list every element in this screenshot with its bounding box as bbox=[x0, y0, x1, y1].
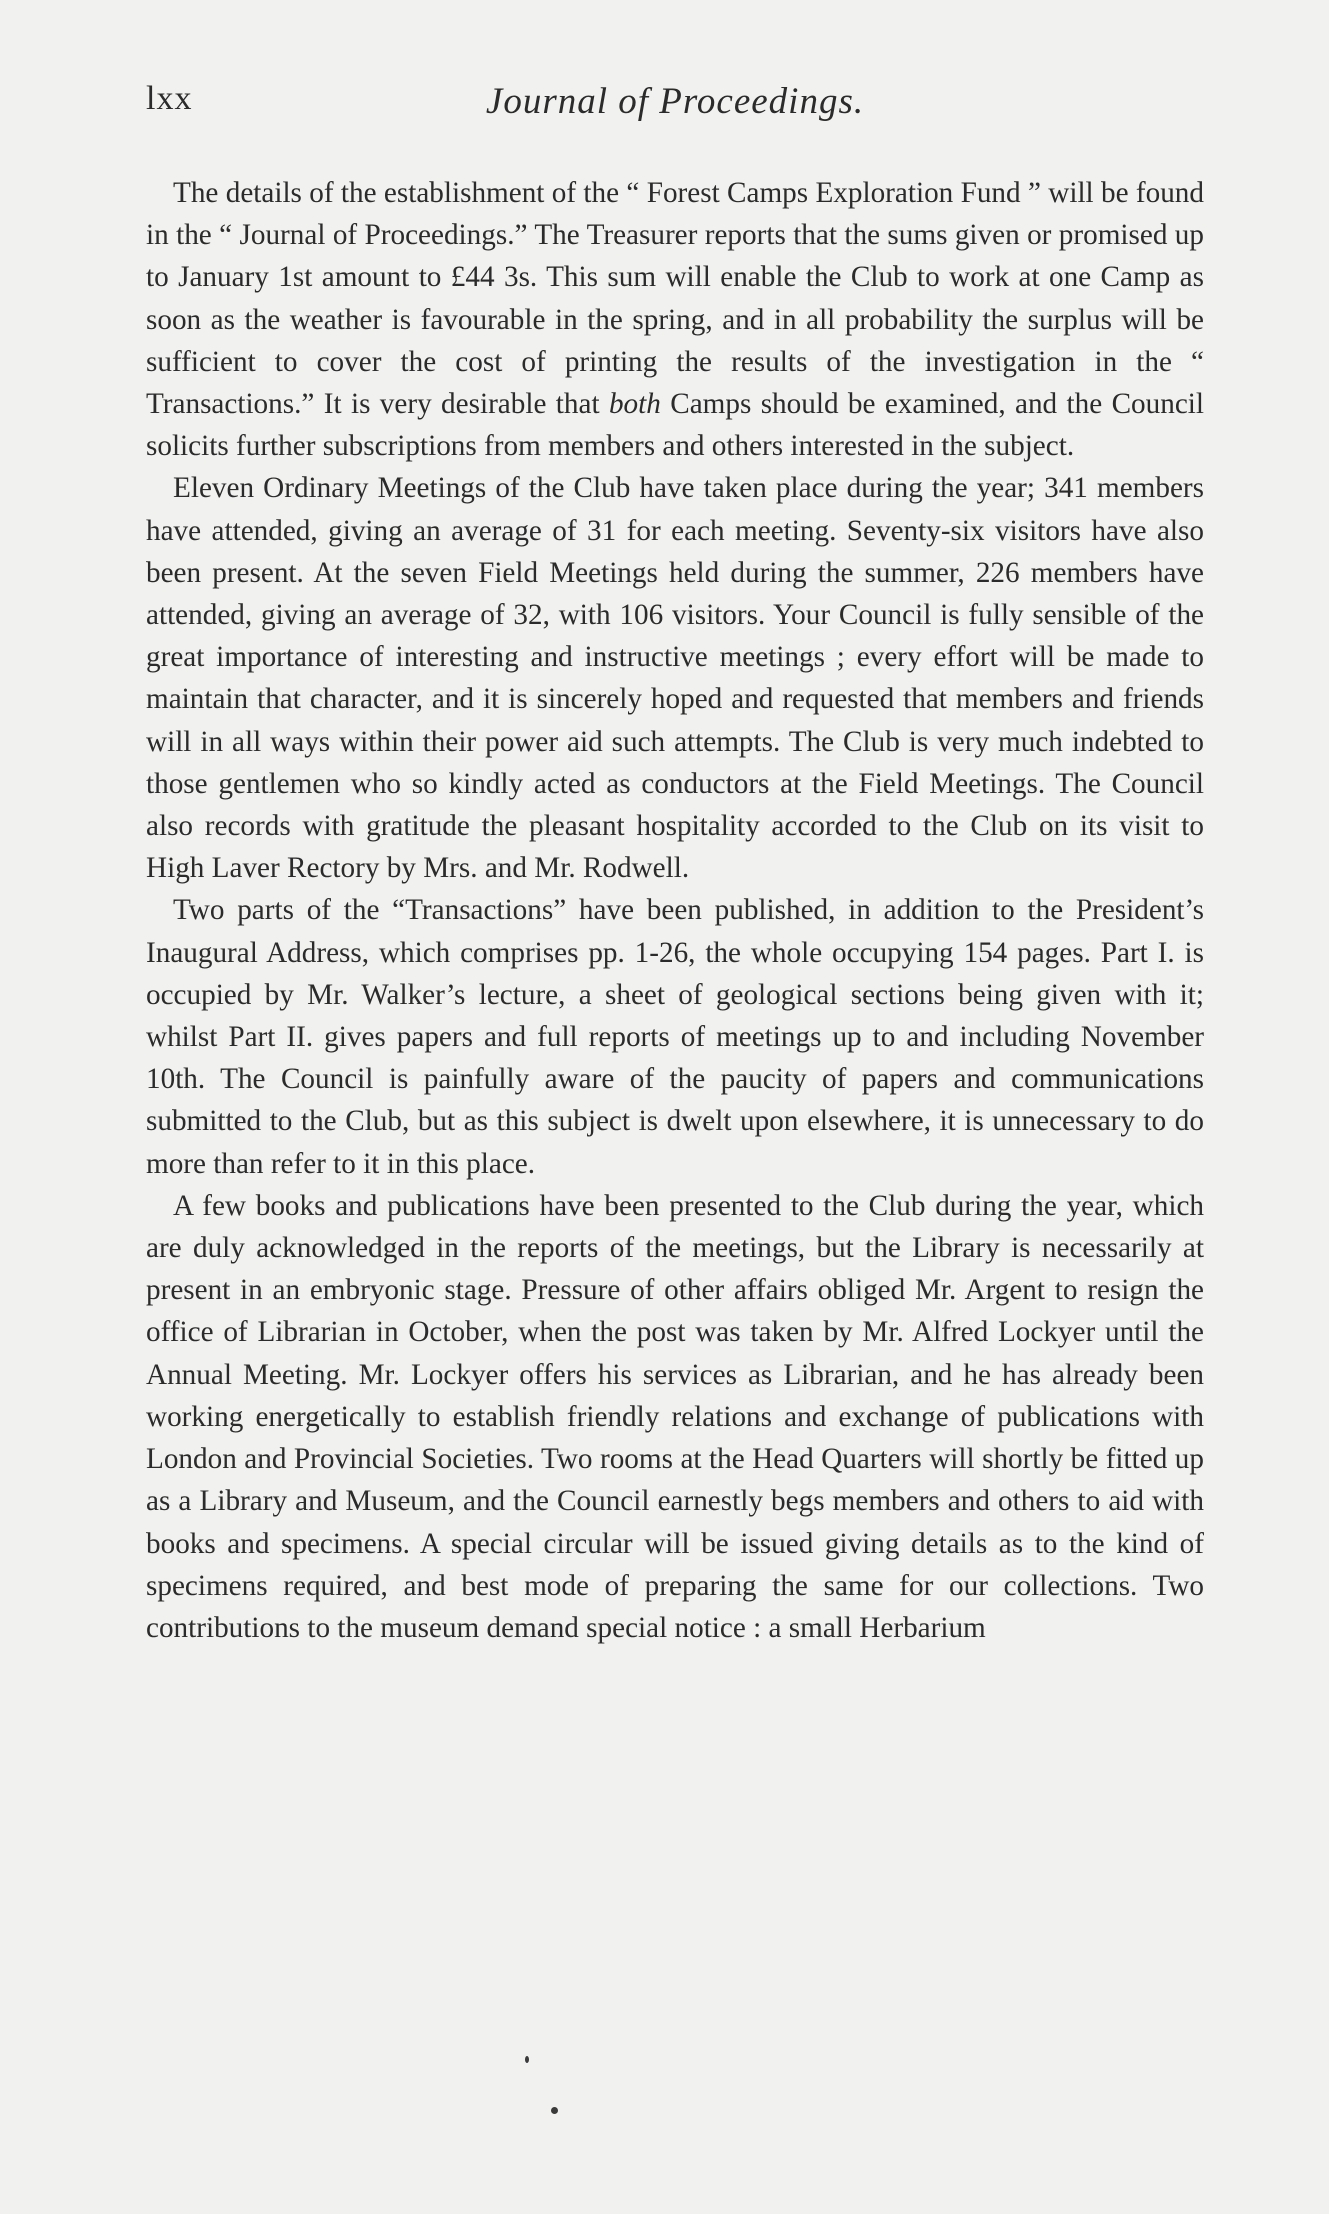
paragraph-forest-camps bbox=[146, 172, 1204, 467]
page-number: lxx bbox=[146, 80, 193, 117]
paragraph-library bbox=[146, 1185, 1204, 1649]
print-speck-mark bbox=[551, 2107, 558, 2114]
paragraph-transactions bbox=[146, 889, 1204, 1184]
emphasis-text: both bbox=[608, 388, 661, 421]
paragraph-text: The details of the establishment of the “ Forest Camps Exploration Fund ” will be found in the “ Journal of Proceedings.” The Treasurer reports that the sums given or promised up to January 1st amount to £44 3s. This sum will enable the Club to work at one Camp as soon as the weather is favourable in the spring, and in all probability the surplus will be sufficient to cover the cost of printing the results of the investigation in the “ Transactions.” It is very desirable that bbox=[146, 177, 1204, 421]
paragraph-text: Camps should be examined, and the Council solicits further subscriptions from members and others interested in the subject. bbox=[146, 388, 1204, 463]
print-speck-mark bbox=[525, 2056, 529, 2063]
running-title: Journal of Proceedings. bbox=[485, 81, 865, 122]
paragraph-meetings bbox=[146, 467, 1204, 889]
paragraph-text: A few books and publications have been presented to the Club during the year, which are duly acknowledged in the reports of the meetings, but the Library is necessarily at present in an embryonic stage. Pressure of other affairs obliged Mr. Argent to resign the office of Librarian in October, when the post was taken by Mr. Alfred Lockyer until the Annual Meeting. Mr. Lockyer offers his services as Librarian, and he has already been working energetically to establish friendly relations and exchange of publications with London and Provincial Societies. Two rooms at the Head Quarters will shortly be fitted up as a Library and Museum, and the Council earnestly begs members and others to aid with books and specimens. A special circular will be issued giving details as to the kind of specimens required, and best mode of preparing the same for our collections. Two contributions to the museum demand special notice : a small Herbarium bbox=[146, 1189, 1204, 1644]
page-header bbox=[146, 76, 1204, 136]
body-text bbox=[146, 172, 1204, 1649]
paragraph-text: Two parts of the “Transactions” have been published, in addition to the President’s Inaugural Address, which comprises pp. 1-26, the whole occupying 154 pages. Part I. is occupied by Mr. Walker’s lecture, a sheet of geological sections being given with it; whilst Part II. gives papers and full reports of meetings up to and including November 10th. The Council is painfully aware of the paucity of papers and communications submitted to the Club, but as this subject is dwelt upon elsewhere, it is unnecessary to do more than refer to it in this place. bbox=[146, 894, 1204, 1180]
paragraph-text: Eleven Ordinary Meetings of the Club have taken place during the year; 341 members have attended, giving an average of 31 for each meeting. Seventy-six visitors have also been present. At the seven Field Meetings held during the summer, 226 members have attended, giving an average of 32, with 106 visitors. Your Council is fully sensible of the great importance of interesting and instructive meetings ; every effort will be made to maintain that character, and it is sincerely hoped and requested that members and friends will in all ways within their power aid such attempts. The Club is very much indebted to those gentlemen who so kindly acted as conductors at the Field Meetings. The Council also records with gratitude the pleasant hospitality accorded to the Club on its visit to High Laver Rectory by Mrs. and Mr. Rodwell. bbox=[146, 472, 1204, 885]
